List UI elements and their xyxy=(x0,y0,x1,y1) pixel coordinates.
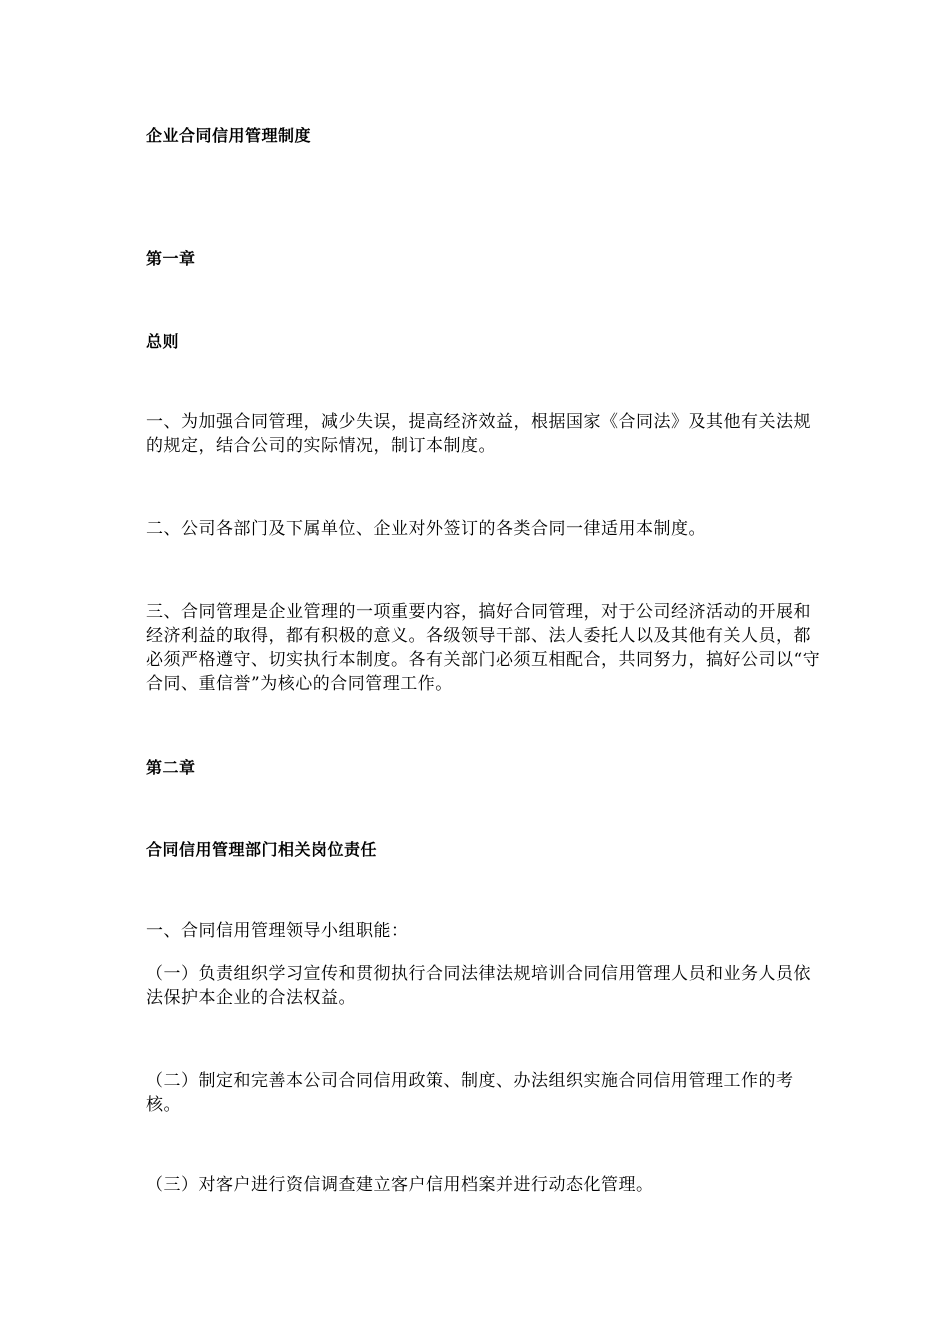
document-title: 企业合同信用管理制度 xyxy=(146,126,312,145)
chapter-1-name: 总则 xyxy=(146,332,180,351)
chapter-2-number: 第二章 xyxy=(146,758,196,777)
chapter-1-paragraph-3: 三、合同管理是企业管理的一项重要内容，搞好合同管理，对于公司经济活动的开展和经济利益的取得，都有积极的意义。各级领导干部、法人委托人以及其他有关人员，都必须严格遵守、切实执行本制度。各有关部门必须互相配合，共同努力，搞好公司以“守合同、重信誉”为核心的合同管理工作。 xyxy=(146,602,821,694)
chapter-1-paragraph-2: 二、公司各部门及下属单位、企业对外签订的各类合同一律适用本制度。 xyxy=(146,519,706,539)
chapter-1-number: 第一章 xyxy=(146,249,196,268)
chapter-2-name: 合同信用管理部门相关岗位责任 xyxy=(146,840,378,859)
chapter-2-paragraph-2: （一）负责组织学习宣传和贯彻执行合同法律法规培训合同信用管理人员和业务人员依法保护本企业的合法权益。 xyxy=(146,964,811,1008)
chapter-2-paragraph-1: 一、合同信用管理领导小组职能： xyxy=(146,921,409,941)
chapter-2-paragraph-4: （三）对客户进行资信调查建立客户信用档案并进行动态化管理。 xyxy=(146,1175,654,1195)
chapter-2-paragraph-3: （二）制定和完善本公司合同信用政策、制度、办法组织实施合同信用管理工作的考核。 xyxy=(146,1071,794,1115)
chapter-1-paragraph-1: 一、为加强合同管理，减少失误，提高经济效益，根据国家《合同法》及其他有关法规的规定，结合公司的实际情况，制订本制度。 xyxy=(146,412,811,456)
